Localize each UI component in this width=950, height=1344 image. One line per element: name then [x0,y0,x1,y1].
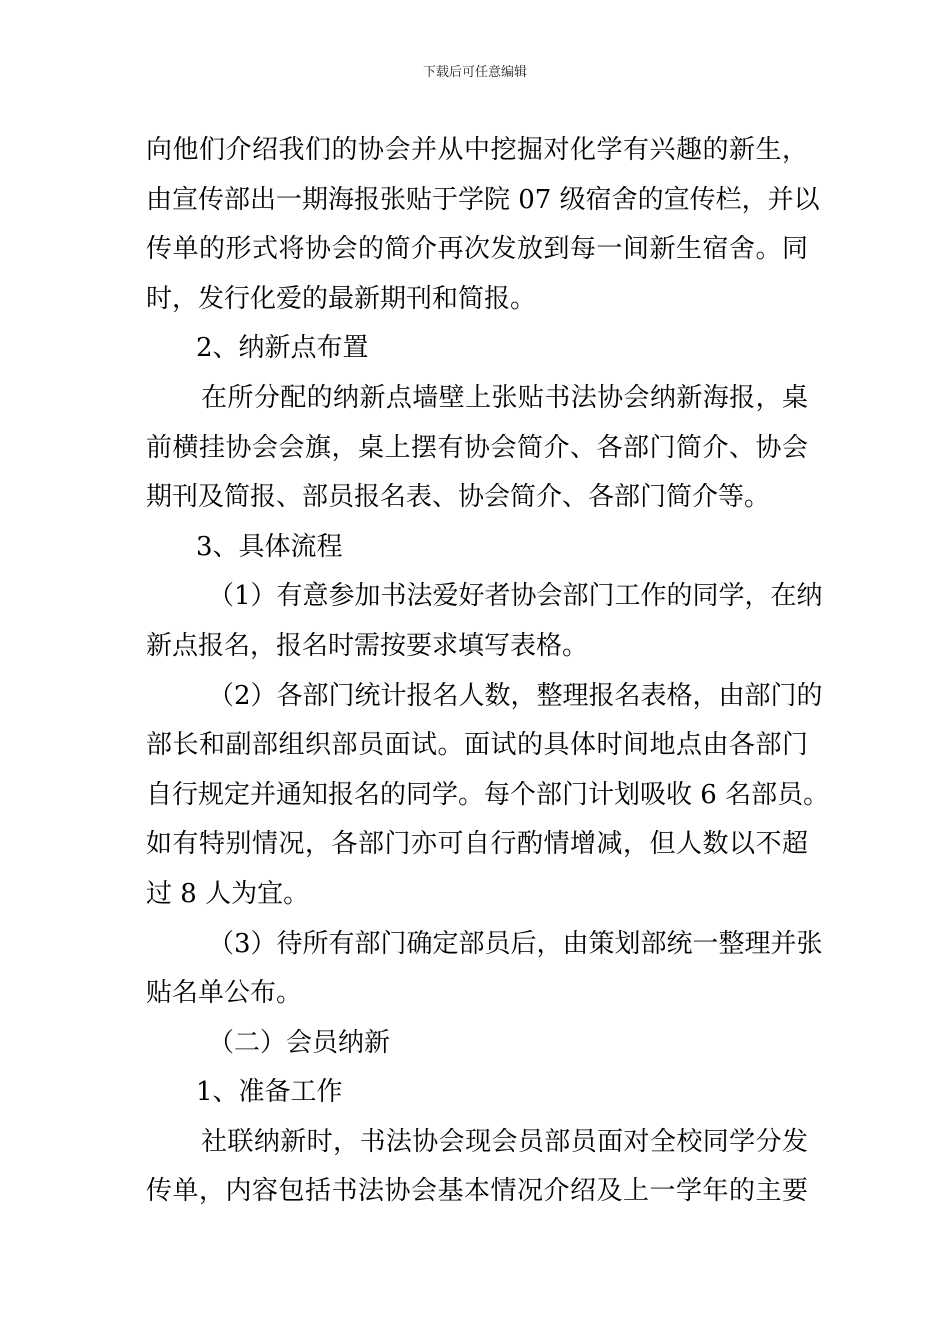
text-line: 部长和副部组织部员面试。面试的具体时间地点由各部门 [146,730,808,761]
text-line: 新点报名，报名时需按要求填写表格。 [146,630,589,661]
text-line: 在所分配的纳新点墙壁上张贴书法协会纳新海报，桌 [201,382,808,413]
text-line: 社联纳新时，书法协会现会员部员面对全校同学分发 [201,1126,808,1157]
text-line: 如有特别情况，各部门亦可自行酌情增减，但人数以不超 [146,829,808,860]
text-line: 由宣传部出一期海报张贴于学院 07 级宿舍的宣传栏，并以 [146,184,820,215]
text-line: （2）各部门统计报名人数，整理报名表格，由部门的 [208,680,823,711]
document-body [146,126,830,1217]
text-line: 时，发行化爱的最新期刊和简报。 [146,283,537,314]
text-line: （3）待所有部门确定部员后，由策划部统一整理并张 [208,928,823,959]
section-heading: 1、准备工作 [196,1077,343,1108]
text-line: 传单，内容包括书法协会基本情况介绍及上一学年的主要 [146,1176,808,1207]
text-line: 期刊及简报、部员报名表、协会简介、各部门简介等。 [146,482,771,513]
text-line: 前横挂协会会旗，桌上摆有协会简介、各部门简介、协会 [146,432,808,463]
page-header: 下载后可任意编辑 [422,65,527,80]
section-heading: 3、具体流程 [196,531,343,562]
text-line: 传单的形式将协会的简介再次发放到每一间新生宿舍。同 [146,234,808,265]
text-line: 自行规定并通知报名的同学。每个部门计划吸收 6 名部员。 [146,779,830,810]
section-heading: （二）会员纳新 [208,1027,391,1058]
text-line: 贴名单公布。 [146,978,303,1009]
text-line: 过 8 人为宜。 [146,878,310,909]
text-line: （1）有意参加书法爱好者协会部门工作的同学，在纳 [208,581,823,612]
section-heading: 2、纳新点布置 [196,333,369,364]
text-line: 向他们介绍我们的协会并从中挖掘对化学有兴趣的新生， [146,135,808,165]
